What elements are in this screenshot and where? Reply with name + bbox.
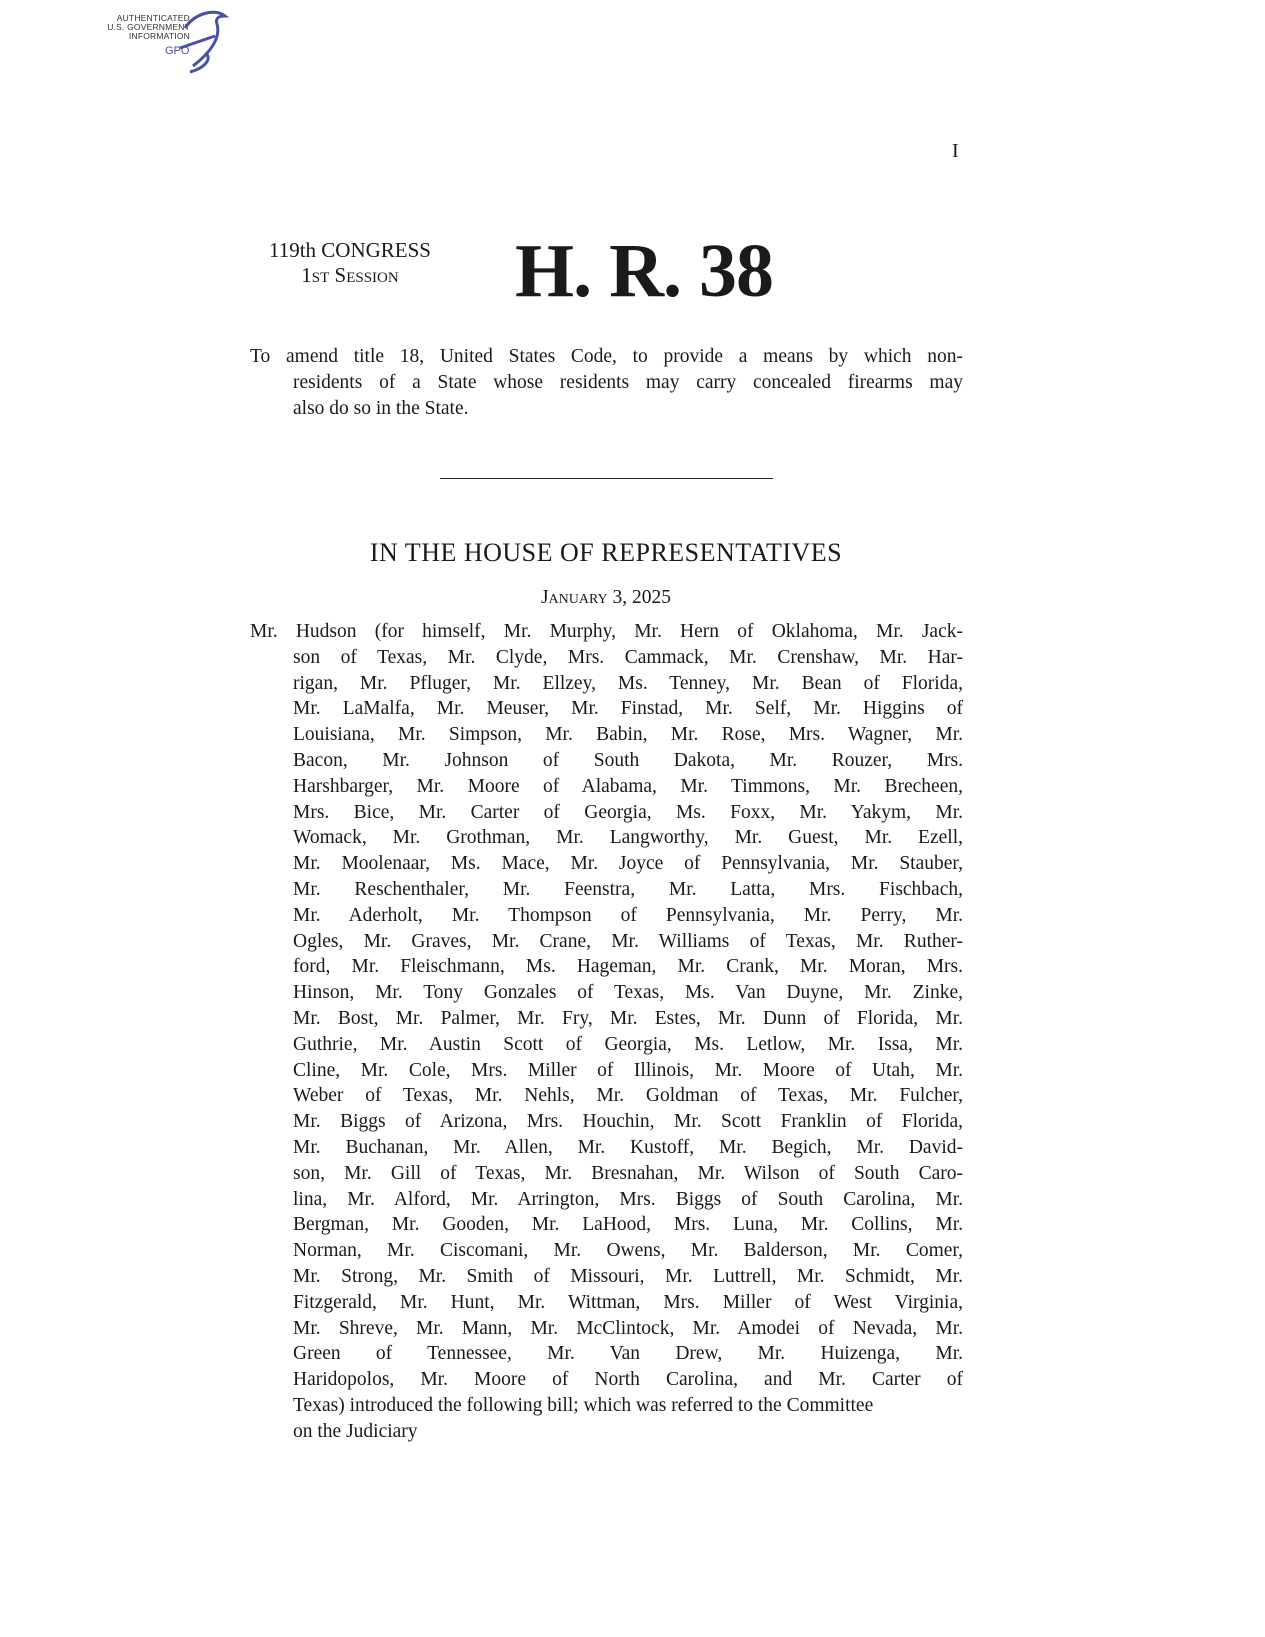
logo-text-line2: U.S. GOVERNMENT <box>107 22 190 32</box>
sponsor-line: Cline, Mr. Cole, Mrs. Miller of Illinois, Mr. Moore of Utah, Mr. <box>293 1059 963 1081</box>
sponsor-line: Womack, Mr. Grothman, Mr. Langworthy, Mr. Guest, Mr. Ezell, <box>293 827 963 849</box>
sponsor-line: Mr. LaMalfa, Mr. Meuser, Mr. Finstad, Mr. Self, Mr. Higgins of <box>293 698 963 720</box>
sponsor-line: Hinson, Mr. Tony Gonzales of Texas, Ms. Van Duyne, Mr. Zinke, <box>293 982 963 1004</box>
logo-text-line1: AUTHENTICATED <box>116 13 190 23</box>
sponsor-line: Mr. Hudson (for himself, Mr. Murphy, Mr. Hern of Oklahoma, Mr. Jack- <box>250 621 963 642</box>
sponsor-line: Mrs. Bice, Mr. Carter of Georgia, Ms. Foxx, Mr. Yakym, Mr. <box>293 801 963 823</box>
sponsor-line: Norman, Mr. Ciscomani, Mr. Owens, Mr. Balderson, Mr. Comer, <box>293 1240 963 1262</box>
sponsor-line: Mr. Bost, Mr. Palmer, Mr. Fry, Mr. Estes, Mr. Dunn of Florida, Mr. <box>293 1007 963 1029</box>
sponsor-line: son, Mr. Gill of Texas, Mr. Bresnahan, Mr. Wilson of South Caro- <box>293 1162 963 1184</box>
sponsor-line: Weber of Texas, Mr. Nehls, Mr. Goldman of Texas, Mr. Fulcher, <box>293 1085 963 1107</box>
logo-brand: GPO <box>165 45 190 57</box>
purpose-line: residents of a State whose residents may carry concealed firearms may <box>293 371 963 393</box>
purpose-line: also do so in the State. <box>293 397 469 419</box>
chamber-heading: IN THE HOUSE OF REPRESENTATIVES <box>369 538 843 567</box>
sponsor-line: Texas) introduced the following bill; which was referred to the Committee <box>293 1394 874 1416</box>
sponsor-line: Mr. Buchanan, Mr. Allen, Mr. Kustoff, Mr. Begich, Mr. David- <box>293 1136 963 1158</box>
sponsor-line: Green of Tennessee, Mr. Van Drew, Mr. Huizenga, Mr. <box>293 1343 963 1365</box>
sponsor-line: Bacon, Mr. Johnson of South Dakota, Mr. Rouzer, Mrs. <box>293 749 963 771</box>
sponsor-line: Mr. Aderholt, Mr. Thompson of Pennsylvania, Mr. Perry, Mr. <box>293 904 963 926</box>
session-label: 1st Session <box>301 263 399 287</box>
sponsor-line: Fitzgerald, Mr. Hunt, Mr. Wittman, Mrs. Miller of West Virginia, <box>293 1291 963 1313</box>
logo-text-line3: INFORMATION <box>128 31 190 41</box>
sponsor-line: Mr. Moolenaar, Ms. Mace, Mr. Joyce of Pennsylvania, Mr. Stauber, <box>293 853 963 875</box>
sponsor-line: Mr. Shreve, Mr. Mann, Mr. McClintock, Mr. Amodei of Nevada, Mr. <box>293 1317 963 1339</box>
sponsors-paragraph <box>250 619 963 1445</box>
sponsor-line: Ogles, Mr. Graves, Mr. Crane, Mr. Williams of Texas, Mr. Ruther- <box>293 930 963 952</box>
sponsor-line: Harshbarger, Mr. Moore of Alabama, Mr. Timmons, Mr. Brecheen, <box>293 775 963 797</box>
sponsor-line: Haridopolos, Mr. Moore of North Carolina, and Mr. Carter of <box>293 1369 963 1391</box>
sponsor-line: Mr. Biggs of Arizona, Mrs. Houchin, Mr. Scott Franklin of Florida, <box>293 1111 963 1133</box>
sponsor-line: on the Judiciary <box>293 1420 418 1442</box>
sponsor-line: lina, Mr. Alford, Mr. Arrington, Mrs. Biggs of South Carolina, Mr. <box>293 1188 963 1210</box>
sponsor-line: Louisiana, Mr. Simpson, Mr. Babin, Mr. Rose, Mrs. Wagner, Mr. <box>293 724 963 746</box>
eagle-icon <box>175 8 235 74</box>
sponsor-line: rigan, Mr. Pfluger, Mr. Ellzey, Ms. Tenney, Mr. Bean of Florida, <box>293 672 963 694</box>
sponsor-line: Bergman, Mr. Gooden, Mr. LaHood, Mrs. Luna, Mr. Collins, Mr. <box>293 1214 963 1236</box>
bill-number: H. R. 38 <box>515 229 773 313</box>
bill-purpose <box>250 344 963 421</box>
divider-rule <box>440 478 773 479</box>
sponsor-line: ford, Mr. Fleischmann, Ms. Hageman, Mr. Crank, Mr. Moran, Mrs. <box>293 956 963 978</box>
sponsor-line: Mr. Reschenthaler, Mr. Feenstra, Mr. Latta, Mrs. Fischbach, <box>293 878 963 900</box>
gpo-authentication-logo <box>100 8 235 74</box>
sponsor-line: Mr. Strong, Mr. Smith of Missouri, Mr. Luttrell, Mr. Schmidt, Mr. <box>293 1265 963 1287</box>
sponsor-line: son of Texas, Mr. Clyde, Mrs. Cammack, Mr. Crenshaw, Mr. Har- <box>293 646 963 668</box>
introduction-date: January 3, 2025 <box>540 587 672 608</box>
purpose-line: To amend title 18, United States Code, to provide a means by which non- <box>250 346 963 367</box>
congress-session <box>250 238 450 288</box>
page-mark: I <box>952 140 959 162</box>
sponsor-line: Guthrie, Mr. Austin Scott of Georgia, Ms. Letlow, Mr. Issa, Mr. <box>293 1033 963 1055</box>
congress-label: 119th CONGRESS <box>268 238 431 262</box>
